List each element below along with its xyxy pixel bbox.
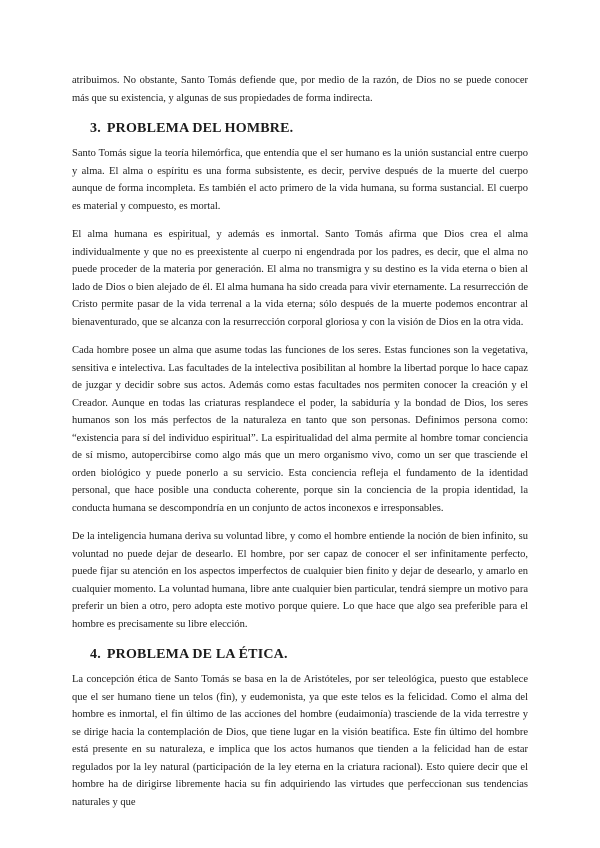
section-heading <box>90 121 528 137</box>
section-heading <box>90 647 528 663</box>
section-problema-del-hombre <box>72 121 528 633</box>
paragraph: Cada hombre posee un alma que asume todas las funciones de los seres. Estas funciones son la vegetativa, sensitiva e intelectiva. Las facultades de la intelectiva posibilitan al hombre la libertad porque lo hace capaz de juzgar y decidir sobre sus actos. Además como estas facultades nos permiten conocer la creación y el Creador. Aunque en todas las criaturas resplandece el poder, la sabiduría y la bondad de Dios, los seres humanos son los más perfectos de la naturaleza en tanto que son personas. Definimos persona como: “existencia para sí del individuo espiritual”. La espiritualidad del alma permite al hombre tomar conciencia de sí mismo, autopercibirse como algo más que un mero organismo vivo, como un ser que trasciende el orden biológico y puede ponerlo a su servicio. Esta conciencia refleja el fundamento de la identidad personal, que hace posible una conducta coherente, porque sin la conciencia de la propia identidad, la conducta humana se descompondría en un conjunto de actos inconexos e irresponsables. <box>72 345 528 514</box>
section-problema-de-la-etica <box>72 647 528 811</box>
section-number: 4. <box>90 647 101 662</box>
section-title: PROBLEMA DE LA ÉTICA. <box>106 647 288 662</box>
intro-paragraph: atribuimos. No obstante, Santo Tomás defiende que, por medio de la razón, de Dios no se puede conocer más que su existencia, y algunas de sus propiedades de forma indirecta. <box>72 75 528 104</box>
section-number: 3. <box>90 121 101 136</box>
section-title: PROBLEMA DEL HOMBRE. <box>106 121 294 136</box>
paragraph: La concepción ética de Santo Tomás se basa en la de Aristóteles, por ser teleológica, puesto que establece que el ser humano tiene un telos (fin), y eudemonista, ya que este telos es la felicidad. Como el alma del hombre es inmortal, el fin último de las acciones del hombre (eudaimonía) trasciende de la vida terrestre y se dirige hacia la contemplación de Dios, que tiene lugar en la visión beatífica. Este fin último del hombre está presente en su naturaleza, e implica que los actos humanos que tienden a la felicidad han de estar regulados por la ley natural (participación de la ley eterna en la criatura racional). Esto quiere decir que el hombre ha de dirigirse libremente hacia su fin adquiriendo las virtudes que perfeccionan sus tendencias naturales y que <box>72 674 528 808</box>
paragraph: De la inteligencia humana deriva su voluntad libre, y como el hombre entiende la noción de bien infinito, su voluntad no puede dejar de desearlo. El hombre, por ser capaz de conocer el ser infinitamente perfecto, puede fijar su atención en los aspectos imperfectos de cualquier bien finito y dejar de desearlo, y amarlo en cualquier momento. La voluntad humana, libre ante cualquier bien particular, tendrá siempre un motivo para preferir un bien a otro, pero adopta este motivo porque quiere. Lo que hace que algo sea preferible para el hombre es precisamente su libre elección. <box>72 531 528 630</box>
paragraph: Santo Tomás sigue la teoría hilemórfica, que entendía que el ser humano es la unión sustancial entre cuerpo y alma. El alma o espíritu es una forma subsistente, es decir, pervive después de la muerte del cuerpo aunque de forma incompleta. Es también el acto primero de la vida humana, su forma sustancial. El cuerpo es material y compuesto, es mortal. <box>72 148 528 212</box>
paragraph: El alma humana es espiritual, y además es inmortal. Santo Tomás afirma que Dios crea el alma individualmente y que no es preexistente al cuerpo ni engendrada por los padres, es decir, que el alma no puede proceder de la materia por generación. El alma no transmigra y su destino es la vida eterna o bien al lado de Dios o bien alejado de él. El alma humana ha sido creada para vivir eternamente. La resurrección de Cristo permite pasar de la vida terrenal a la vida eterna; sólo después de la muerte podemos encontrar al bienaventurado, que se alcanza con la resurrección corporal gloriosa y con la visión de Dios en la otra vida. <box>72 229 528 328</box>
